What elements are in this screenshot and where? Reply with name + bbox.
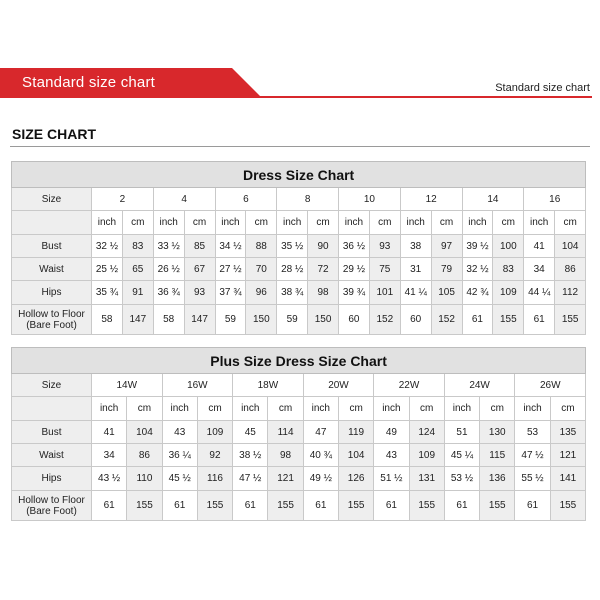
table-cell: 43 ½ [92,467,127,491]
table-cell: 155 [268,491,303,521]
row-label: Hips [12,467,92,491]
table-cell: 114 [268,421,303,444]
table-cell: 36 ¾ [153,281,184,305]
unit-inch: inch [515,397,550,421]
table-cell: 61 [462,305,493,335]
row-label: Hollow to Floor (Bare Foot) [12,305,92,335]
table-cell: 92 [197,444,232,467]
banner-underline [240,96,592,98]
table-cell: 109 [197,421,232,444]
size-header: 26W [515,374,586,397]
row-label: Hollow to Floor (Bare Foot) [12,491,92,521]
unit-inch: inch [303,397,338,421]
table-cell: 43 [162,421,197,444]
table-cell: 27 ½ [215,258,246,281]
dress-size-table [11,161,586,335]
row-label: Waist [12,444,92,467]
table-cell: 104 [338,444,373,467]
table-cell: 83 [493,258,524,281]
table-cell: 109 [493,281,524,305]
table-title: Plus Size Dress Size Chart [12,348,586,374]
table-cell: 53 ½ [444,467,479,491]
table-cell: 49 ½ [303,467,338,491]
table-cell: 41 [524,235,555,258]
table-cell: 61 [374,491,409,521]
unit-cm: cm [369,211,400,235]
table-cell: 44 ¼ [524,281,555,305]
unit-inch: inch [162,397,197,421]
table-cell: 41 ¼ [400,281,431,305]
table-cell: 152 [369,305,400,335]
table-cell: 32 ½ [462,258,493,281]
size-header-label: Size [12,374,92,397]
table-cell: 126 [338,467,373,491]
table-cell: 61 [303,491,338,521]
table-cell: 105 [431,281,462,305]
table-cell: 34 [92,444,127,467]
table-cell: 155 [338,491,373,521]
table-cell: 141 [550,467,586,491]
table-cell: 147 [184,305,215,335]
table-cell: 49 [374,421,409,444]
table-cell: 61 [524,305,555,335]
table-cell: 39 ¾ [339,281,370,305]
table-cell: 61 [92,491,127,521]
table-cell: 75 [369,258,400,281]
table-cell: 59 [215,305,246,335]
table-cell: 38 ½ [233,444,268,467]
row-label: Hips [12,281,92,305]
unit-cm: cm [493,211,524,235]
table-cell: 83 [122,235,153,258]
table-cell: 53 [515,421,550,444]
table-cell: 135 [550,421,586,444]
table-cell: 121 [268,467,303,491]
table-cell: 29 ½ [339,258,370,281]
table-cell: 70 [246,258,277,281]
unit-cm: cm [431,211,462,235]
table-cell: 101 [369,281,400,305]
size-header: 8 [277,188,339,211]
table-cell: 26 ½ [153,258,184,281]
table-cell: 28 ½ [277,258,308,281]
unit-row-blank [12,397,92,421]
table-cell: 38 [400,235,431,258]
table-cell: 131 [409,467,444,491]
table-cell: 109 [409,444,444,467]
table-cell: 61 [233,491,268,521]
table-cell: 86 [127,444,162,467]
unit-inch: inch [233,397,268,421]
table-cell: 40 ¾ [303,444,338,467]
table-cell: 35 ½ [277,235,308,258]
table-cell: 37 ¾ [215,281,246,305]
table-cell: 150 [246,305,277,335]
table-cell: 155 [197,491,232,521]
table-cell: 39 ½ [462,235,493,258]
table-cell: 61 [162,491,197,521]
table-cell: 121 [550,444,586,467]
table-cell: 130 [480,421,515,444]
table-cell: 38 ¾ [277,281,308,305]
table-cell: 45 ¼ [444,444,479,467]
table-cell: 31 [400,258,431,281]
table-cell: 110 [127,467,162,491]
table-cell: 41 [92,421,127,444]
table-cell: 155 [493,305,524,335]
size-header: 16W [162,374,233,397]
unit-cm: cm [246,211,277,235]
table-cell: 85 [184,235,215,258]
table-cell: 97 [431,235,462,258]
table-cell: 47 ½ [233,467,268,491]
section-divider [10,146,590,147]
header-banner [0,68,600,98]
table-cell: 93 [369,235,400,258]
banner-right-label: Standard size chart [495,82,590,94]
plus-size-table [11,347,586,521]
table-cell: 112 [555,281,586,305]
unit-cm: cm [308,211,339,235]
table-cell: 61 [515,491,550,521]
table-cell: 104 [555,235,586,258]
table-cell: 36 ½ [339,235,370,258]
size-header: 14 [462,188,524,211]
table-cell: 119 [338,421,373,444]
table-cell: 98 [308,281,339,305]
banner-title: Standard size chart [22,74,156,91]
unit-cm: cm [197,397,232,421]
table-cell: 42 ¾ [462,281,493,305]
unit-inch: inch [277,211,308,235]
unit-cm: cm [338,397,373,421]
row-label: Waist [12,258,92,281]
size-header: 2 [92,188,154,211]
table-cell: 47 [303,421,338,444]
table-cell: 55 ½ [515,467,550,491]
table-cell: 58 [92,305,123,335]
table-cell: 155 [480,491,515,521]
table-cell: 65 [122,258,153,281]
table-cell: 150 [308,305,339,335]
unit-row-blank [12,211,92,235]
size-header: 22W [374,374,445,397]
unit-inch: inch [215,211,246,235]
table-cell: 155 [409,491,444,521]
table-cell: 98 [268,444,303,467]
table-cell: 51 ½ [374,467,409,491]
table-cell: 45 ½ [162,467,197,491]
table-cell: 60 [339,305,370,335]
unit-inch: inch [444,397,479,421]
table-cell: 90 [308,235,339,258]
row-label: Bust [12,235,92,258]
unit-inch: inch [92,211,123,235]
unit-cm: cm [268,397,303,421]
table-cell: 100 [493,235,524,258]
size-header: 4 [153,188,215,211]
table-cell: 58 [153,305,184,335]
unit-cm: cm [555,211,586,235]
table-cell: 147 [122,305,153,335]
table-cell: 96 [246,281,277,305]
size-header-label: Size [12,188,92,211]
unit-inch: inch [92,397,127,421]
section-title: SIZE CHART [12,126,96,142]
table-cell: 35 ¾ [92,281,123,305]
table-cell: 116 [197,467,232,491]
size-header: 16 [524,188,586,211]
table-cell: 32 ½ [92,235,123,258]
table-cell: 124 [409,421,444,444]
table-cell: 88 [246,235,277,258]
unit-cm: cm [127,397,162,421]
table-cell: 152 [431,305,462,335]
size-header: 20W [303,374,374,397]
table-cell: 67 [184,258,215,281]
table-title: Dress Size Chart [12,162,586,188]
table-cell: 59 [277,305,308,335]
table-cell: 115 [480,444,515,467]
table-cell: 72 [308,258,339,281]
table-cell: 43 [374,444,409,467]
table-cell: 45 [233,421,268,444]
table-cell: 33 ½ [153,235,184,258]
table-cell: 34 [524,258,555,281]
table-cell: 47 ½ [515,444,550,467]
size-header: 10 [339,188,401,211]
unit-cm: cm [122,211,153,235]
table-cell: 155 [555,305,586,335]
unit-inch: inch [400,211,431,235]
unit-cm: cm [550,397,586,421]
size-header: 12 [400,188,462,211]
unit-inch: inch [462,211,493,235]
table-cell: 155 [550,491,586,521]
table-cell: 60 [400,305,431,335]
table-cell: 36 ¼ [162,444,197,467]
unit-inch: inch [524,211,555,235]
unit-inch: inch [153,211,184,235]
table-cell: 25 ½ [92,258,123,281]
table-cell: 155 [127,491,162,521]
row-label: Bust [12,421,92,444]
unit-inch: inch [339,211,370,235]
size-header: 6 [215,188,277,211]
table-cell: 79 [431,258,462,281]
table-cell: 34 ½ [215,235,246,258]
table-cell: 61 [444,491,479,521]
table-cell: 91 [122,281,153,305]
size-header: 18W [233,374,304,397]
unit-cm: cm [409,397,444,421]
unit-cm: cm [480,397,515,421]
unit-cm: cm [184,211,215,235]
table-cell: 136 [480,467,515,491]
table-cell: 51 [444,421,479,444]
unit-inch: inch [374,397,409,421]
table-cell: 104 [127,421,162,444]
size-header: 14W [92,374,163,397]
table-cell: 86 [555,258,586,281]
size-header: 24W [444,374,515,397]
table-cell: 93 [184,281,215,305]
